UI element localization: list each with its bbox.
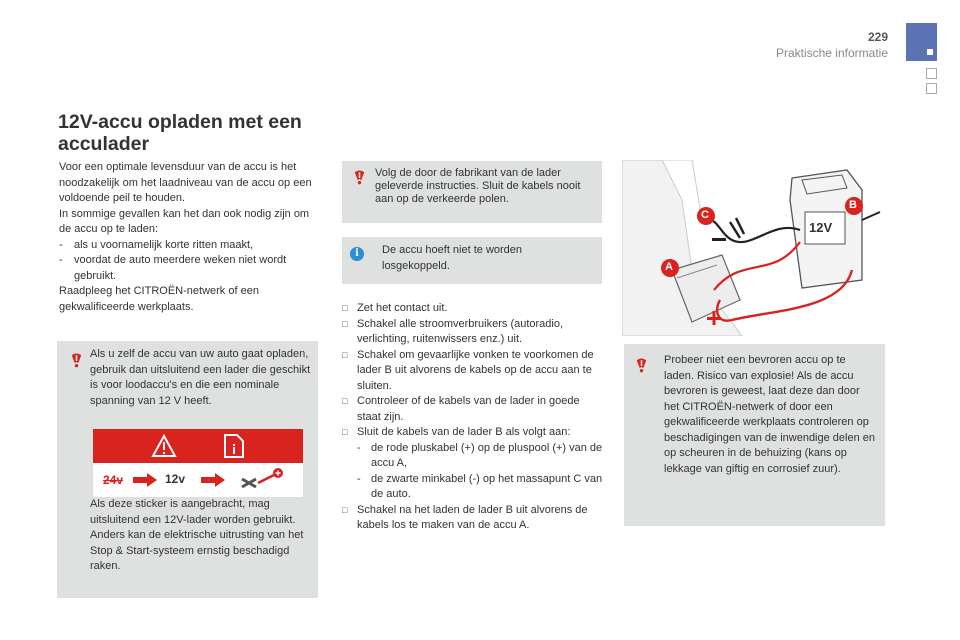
arrow-icon	[133, 473, 157, 487]
warning-box-instructions	[342, 161, 602, 223]
battery-charger-diagram	[622, 160, 888, 336]
warning-icon	[352, 169, 367, 185]
section-title: Praktische informatie	[775, 46, 888, 60]
list-item: □ Sluit de kabels van de lader B als volgt aan:	[342, 426, 571, 438]
list-item: □ Controleer of de kabels van de lader in goede staat zijn.	[342, 395, 580, 423]
sticker-24v-label: 24v	[103, 473, 124, 487]
arrow-icon	[201, 473, 225, 487]
warning-text: Als deze sticker is aangebracht, mag uitsluitend een 12V-lader worden gebruikt. Anders kan de elektrische uitrusting van het Stop & Start-systeem ernstig beschadigd raken.	[90, 498, 304, 572]
sub-list-item: - de zwarte minkabel (-) op het massapunt C van de auto.	[357, 472, 603, 500]
warning-text: Als u zelf de accu van uw auto gaat opladen, gebruik dan uitsluitend een lader die geschikt is voor loodaccu's en die een nominale spanning van 12 V heeft.	[90, 348, 311, 407]
sub-list-item: - de rode pluskabel (+) op de pluspool (+) van de accu A,	[357, 441, 603, 469]
info-icon: i	[350, 247, 364, 261]
warning-box-frozen-battery	[624, 344, 885, 526]
label-c: C	[701, 209, 709, 221]
list-item: □ Schakel alle stroomverbruikers (autoradio, verlichting, ruitenwissers enz.) uit.	[342, 317, 564, 345]
page-title: 12V-accu opladen met een acculader	[58, 111, 302, 155]
list-item: □ Zet het contact uit.	[342, 302, 448, 314]
triangle-warning-icon	[151, 434, 177, 458]
warning-text: Volg de door de fabrikant van de lader geleverde instructies. Sluit de kabels nooit aan op de verkeerde polen.	[375, 167, 581, 205]
chapter-tab-marker	[926, 83, 937, 94]
warning-icon	[634, 357, 649, 373]
chapter-tab	[906, 23, 937, 61]
battery-clamp-icon	[238, 465, 286, 493]
warning-text: Probeer niet een bevroren accu op te laden. Risico van explosie! Als de accu bevroren is geweest, laat deze dan door het CITROËN-netwerk of door een gekwalificeerde werkplaats controleren op beschadigingen van de inwendige delen en op scheuren in de behuizing (kans op lekkage van giftig en corrosief zuur).	[664, 354, 876, 475]
intro-paragraph: Raadpleeg het CITROËN-netwerk of een gekwalificeerde werkplaats.	[59, 285, 259, 313]
list-item: - voordat de auto meerdere weken niet wordt gebruikt.	[59, 254, 287, 282]
page-number: 229	[867, 30, 888, 44]
intro-paragraph: Voor een optimale levensduur van de accu is het noodzakelijk om het laadniveau van de accu op een voldoende peil te houden.	[59, 161, 312, 204]
manual-icon	[223, 433, 245, 459]
intro-paragraph: In sommige gevallen kan het dan ook nodig zijn om de accu op te laden:	[59, 207, 310, 235]
chapter-tab-marker	[926, 68, 937, 79]
sticker-12v-label: 12v	[165, 472, 186, 486]
list-item: □ Schakel na het laden de lader B uit alvorens de kabels los te maken van de accu A.	[342, 503, 588, 531]
sticker-header	[93, 429, 303, 463]
stop-start-sticker	[92, 428, 304, 498]
list-item: - als u voornamelijk korte ritten maakt,	[59, 238, 254, 251]
warning-icon	[69, 352, 84, 368]
intro-text	[59, 160, 321, 315]
info-text: De accu hoeft niet te worden losgekoppeld.	[382, 244, 523, 272]
charger-illustration	[622, 160, 888, 336]
list-item: □ Schakel om gevaarlijke vonken te voorkomen de lader B uit alvorens de kabels op de accu aan te sluiten.	[342, 348, 594, 392]
label-b: B	[849, 199, 857, 211]
charger-12v-label: 12V	[809, 220, 833, 235]
procedure-steps	[342, 301, 604, 534]
label-a: A	[665, 261, 673, 273]
info-box	[342, 237, 602, 284]
